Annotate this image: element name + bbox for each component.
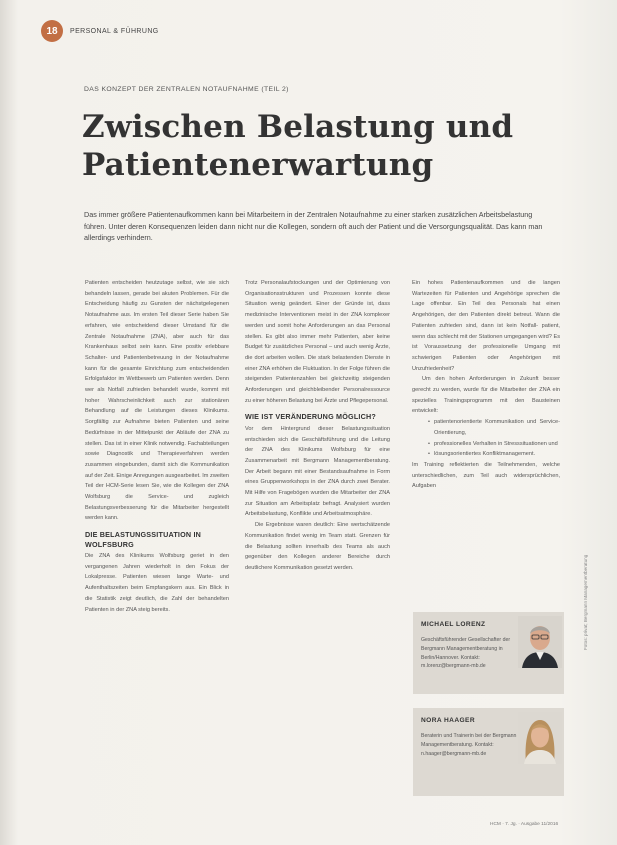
paragraph: Ein hohes Patientenaufkommen und die langen Wartezeiten für Patienten und Angehörige sprechen die Lage offenbar. Ein Teil des Personals hat einen Angehörigen, der den Patienten direkt betreut. Wann die Patienten zufrieden sind, dann ist kein Notfall- patient, wenn das schlecht mit der Stationen umgegangen wird? Es ist Voraussetzung der professionelle Umgang mit schwierigen Patienten oder Angehörigen mit Unzufriedenheit? [412, 280, 560, 372]
paragraph: Die Ergebnisse waren deutlich: Eine wertschätzende Kommunikation findet wenig im Team statt. Grenzen für die Belastung sollten innerhalb des Teams als auch gegenüber den Kollegen anderer Bereiche durch deutlichere Kommunikation gesetzt werden. [245, 522, 390, 571]
man-portrait-icon [518, 616, 562, 668]
page-number-badge: 18 [41, 20, 63, 42]
author-bio: Beraterin und Trainerin bei der Bergmann Managementberatung. Kontakt: n.haager@bergmann-mb.de [421, 733, 517, 757]
author-photo [518, 712, 562, 764]
photo-credit: Fotos: privat; Bergmann Managementberatung [583, 554, 588, 650]
text-column-3 [412, 278, 560, 492]
article-lead: Das immer größere Patientenaufkommen kann bei Mitarbeitern in der Zentralen Notaufnahme zu einer starken zusätzlichen Arbeitsbelastung führen. Unter deren Konsequenzen leiden dann nicht nur die Kollegen, sondern oft auch der Patient und die Versorgungsqualität. Das kann man allerdings verhindern. [84, 210, 543, 243]
bullet-list [428, 417, 560, 460]
article-title: Zwischen Belastung und Patientenerwartung [82, 109, 514, 183]
author-box-michael-lorenz [413, 612, 564, 694]
section-label: PERSONAL & FÜHRUNG [70, 27, 159, 35]
list-item: • lösungsorientiertes Konfliktmanagement. [428, 449, 560, 460]
paragraph: Trotz Personalaufstockungen und der Optimierung von Organisationsstrukturen und Prozessen konnte diese Situation wenig geändert. Einer der Gründe ist, dass medizinische Interventionen meist in der ZNA komplexer werden und somit hohe Anforderungen an das Personal stellen. Es gibt also immer mehr Patienten, aber keine Budget für zusätzliches Personal – und auch wenig Ärzte, die dort arbeiten wollen. Die stark belastenden Dienste in einer ZNA erhöhen die Fluktuation. In der Folge führen die steigenden Patientenzahlen bei gleichzeitig steigenden Anforderungen und gleichbleibender Personalressource zu einer höheren Belastung bei Ärzte und Pflegepersonal. [245, 280, 390, 404]
paragraph: Patienten entscheiden heutzutage selbst, wie sie sich behandeln lassen, gerade bei akuten Problemen. Für die Entscheidung häufig zu Gunsten der nächstgelegenen Notaufnahme aus. Im ersten Teil dieser Serie haben Sie erfahren, wie entscheidend dieser Umstand für die Zentrale Notaufnahme (ZNA), aber auch für das Krankenhaus selbst sein kann. Eine positiv erlebbare Schalter- und Patientenbetreuung in der Notaufnahme kann für die gesamte Einrichtung zum entscheidenden Erfolgsfaktor im Wettbewerb um Patienten werden. Denn wer als Notfall zufrieden behandelt wurde, kommt mit hoher Wahrscheinlichkeit auch zur stationären Behandlung auf die Leistungen dieses Klinikums. Sorgfältig zur Aufnahme bieten Patienten und seine Bedürfnisse in der Mittelpunkt der Abläufe der ZNA zu stellen. Das ist in einer Klinik notwendig. Fachabteilungen sowie Diagnostik und Therapieverfahren werden zusammen eingebunden, damit sich die Kommunikation auf der Zeit. Einige Anregungen ausgearbeitet. Im zweiten Teil der HCM-Serie lesen Sie, wie die Kollegen der ZNA Wolfsburg die Service- und zugleich Belastungsverbesserung für die Mitarbeiter hergestellt werden kann. [85, 280, 229, 522]
list-item: • professionelles Verhalten in Stresssituationen und [428, 439, 560, 450]
author-bio: Geschäftsführender Gesellschafter der Bergmann Managementberatung in Berlin/Hannover. Kontakt: m.lorenz@bergmann-mb.de [421, 637, 511, 670]
woman-portrait-icon [518, 712, 562, 764]
author-name: NORA HAAGER [421, 717, 475, 724]
page-header [41, 20, 159, 42]
author-box-nora-haager [413, 708, 564, 796]
text-column-1 [85, 278, 229, 615]
text-column-2 [245, 278, 390, 574]
author-name: MICHAEL LORENZ [421, 621, 486, 628]
paragraph: Um den hohen Anforderungen in Zukunft besser gerecht zu werden, wurde für die Mitarbeiter der ZNA ein spezielles Trainingsprogramm mit den Bausteinen entwickelt: [412, 376, 560, 415]
subheading: DIE BELASTUNGSSITUATION IN WOLFSBURG [85, 530, 202, 549]
paragraph: Vor dem Hintergrund dieser Belastungssituation entschieden sich die Geschäftsführung und die Leitung der ZNA des Klinikums Wolfsburg für eine Zusammenarbeit mit Bergmann Managementberatung. Der Arbeit begann mit einer Bestandsaufnahme in Form eines Gruppenworkshops in der ZNA durch zwei Berater. Mit Hilfe von Fragebögen wurden die Mitarbeiter der ZNA zur Situation am Arbeitsplatz befragt. Analysiert wurden Arbeitsbelastung, Konflikte und Arbeitsatmosphäre. [245, 425, 390, 518]
paragraph: Im Training reflektierten die Teilnehmenden, welche unterschiedlichen, zum Teil auch widersprüchlichen, Aufgaben [412, 461, 560, 490]
author-photo [518, 616, 562, 668]
page-footer: HCM · 7. Jg. · Ausgabe 11/2016 [490, 822, 559, 827]
list-item: • patientenorientierte Kommunikation und Service-Orientierung, [428, 417, 560, 438]
paragraph: Die ZNA des Klinikums Wolfsburg geriet in den vergangenen Jahren wiederholt in den Fokus der Lokalpresse. Patienten wiesen lange Warte- und Aufenthaltszeiten beim Empfangskern aus. Ein Blick in die Statistik zeigt deutlich, die Zahl der behandelten Patienten in der ZNA steig bereits. [85, 552, 229, 613]
article-kicker: DAS KONZEPT DER ZENTRALEN NOTAUFNAHME (TEIL 2) [84, 86, 289, 93]
subheading: WIE IST VERÄNDERUNG MÖGLICH? [245, 412, 376, 422]
